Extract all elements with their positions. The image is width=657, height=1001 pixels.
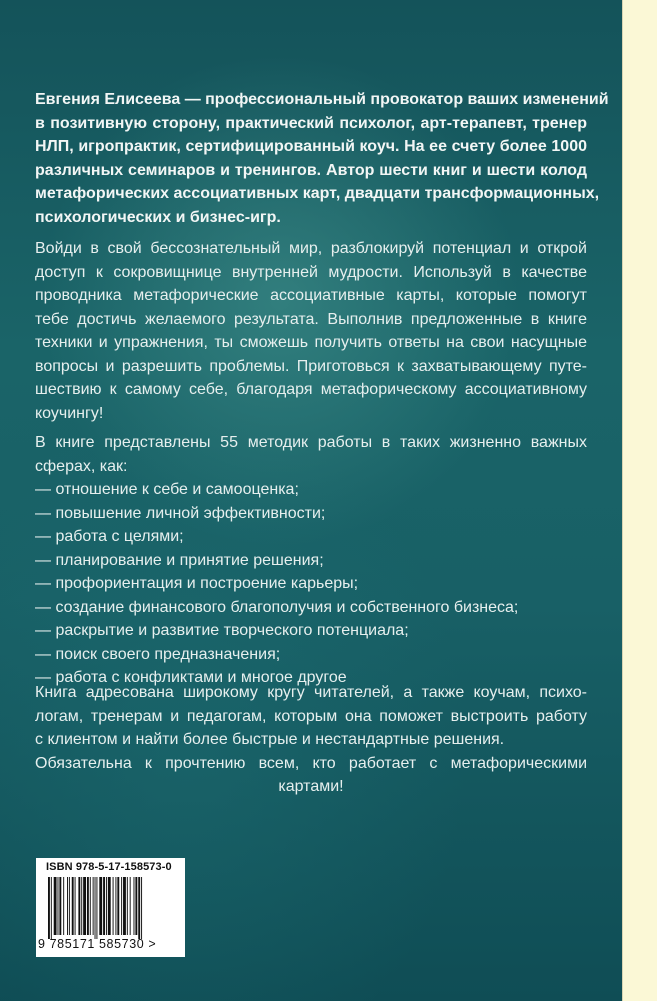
audience-line: картами! bbox=[278, 778, 344, 795]
author-bio-line: психологических и бизнес-игр. bbox=[35, 208, 281, 226]
barcode-bar bbox=[81, 877, 82, 935]
audience-line: Обязательна к прочтению всем, кто работает с метафорическими bbox=[35, 754, 587, 772]
list-item: — отношение к себе и самооценка; bbox=[35, 481, 299, 498]
audience-paragraph bbox=[35, 681, 587, 799]
barcode-bar bbox=[96, 877, 97, 939]
barcode-bar bbox=[121, 877, 122, 935]
author-bio-line: метафорических ассоциативных карт, двадцати трансформационных, bbox=[35, 185, 600, 202]
spheres-intro-line: сферах, как: bbox=[35, 457, 128, 475]
audience-line: с клиентом и найти более быстрые и нестандартные решения. bbox=[35, 731, 505, 748]
list-item: — профориентация и построение карьеры; bbox=[35, 575, 359, 592]
barcode-bars bbox=[48, 877, 173, 939]
spheres-section bbox=[35, 431, 587, 690]
barcode-bar bbox=[78, 877, 80, 935]
barcode-bar bbox=[138, 877, 140, 939]
barcode-bar bbox=[72, 877, 74, 935]
list-item: — создание финансового благополучия и собственного бизнеса; bbox=[35, 598, 519, 616]
barcode-bar bbox=[130, 877, 131, 935]
list-item: — поиск своего предназначения; bbox=[35, 645, 281, 663]
author-bio-line: НЛП, игропрактик, сертифицированный коуч. На ее счету более 1000 bbox=[35, 138, 587, 155]
audience-line: логам, тренерам и педагогам, которым она поможет выстроить работу bbox=[35, 707, 587, 725]
author-bio-line: различных семинаров и тренингов. Автор шести книг и шести колод bbox=[35, 161, 587, 179]
intro-line: проводника метафорические ассоциативные карты, которые помогут bbox=[35, 287, 587, 304]
spheres-intro-line: В книге представлены 55 методик работы в таких жизненно важных bbox=[35, 434, 587, 451]
barcode-bar bbox=[141, 877, 142, 939]
barcode-bar bbox=[115, 877, 116, 935]
list-item: — раскрытие и развитие творческого потенциала; bbox=[35, 622, 409, 639]
intro-line: вопросы и разрешить проблемы. Приготовься к захватывающему путе- bbox=[35, 357, 587, 375]
barcode-bar bbox=[113, 877, 114, 935]
intro-line: тебе достичь желаемого результата. Выполнив предложенные в книге bbox=[35, 310, 587, 328]
spine-strip bbox=[622, 0, 657, 1001]
list-item: — работа с целями; bbox=[35, 528, 184, 545]
list-item: — повышение личной эффективности; bbox=[35, 504, 326, 522]
barcode-bar bbox=[59, 877, 61, 935]
intro-line: техники и упражнения, ты сможешь получить ответы на свои насущные bbox=[35, 334, 587, 351]
barcode-bar bbox=[108, 877, 111, 935]
barcode-bar bbox=[90, 877, 91, 935]
barcode-bar bbox=[95, 877, 96, 939]
barcode-digits: 9 785171 585730 > bbox=[38, 937, 157, 951]
barcode-bar bbox=[93, 877, 94, 935]
author-bio bbox=[35, 88, 609, 229]
barcode-bar bbox=[63, 877, 64, 935]
barcode-bar bbox=[48, 877, 50, 939]
spheres-list bbox=[35, 478, 587, 690]
barcode-bar bbox=[99, 877, 102, 935]
barcode-bar bbox=[58, 877, 59, 935]
barcode-bar bbox=[123, 877, 126, 935]
barcode-bar bbox=[117, 877, 119, 935]
author-bio-line: Евгения Елисеева — профессиональный провокатор ваших изменений bbox=[35, 91, 609, 108]
barcode-bar bbox=[75, 877, 76, 935]
barcode-bar bbox=[69, 877, 70, 935]
intro-paragraph bbox=[35, 237, 587, 425]
intro-line: коучингу! bbox=[35, 404, 104, 422]
barcode-bar bbox=[51, 877, 52, 939]
list-item: — работа с конфликтами и многое другое bbox=[35, 669, 347, 686]
barcode-bar bbox=[67, 877, 68, 935]
intro-line: доступ к сокровищнице внутренней мудрости. Используй в качестве bbox=[35, 263, 587, 281]
list-item: — планирование и принятие решения; bbox=[35, 551, 324, 569]
barcode-bar bbox=[106, 877, 107, 935]
audience-line: Книга адресована широкому кругу читателей, а также коучам, психо- bbox=[35, 684, 587, 701]
barcode-bar bbox=[83, 877, 86, 935]
barcode-bar bbox=[127, 877, 128, 935]
barcode-bar bbox=[87, 877, 89, 935]
intro-line: шествию к самому себе, благодаря метафорическому ассоциативному bbox=[35, 381, 587, 398]
barcode-bar bbox=[54, 877, 57, 935]
spine-edge bbox=[622, 0, 623, 1001]
barcode-bar bbox=[103, 877, 105, 935]
author-bio-line: в позитивную сторону, практический психолог, арт-терапевт, тренер bbox=[35, 114, 587, 132]
isbn-barcode bbox=[36, 858, 185, 957]
barcode-bar bbox=[135, 877, 137, 935]
barcode-bar bbox=[134, 877, 135, 935]
intro-line: Войди в свой бессознательный мир, разблокируй потенциал и открой bbox=[35, 240, 587, 257]
isbn-label: ISBN 978-5-17-158573-0 bbox=[46, 861, 172, 873]
